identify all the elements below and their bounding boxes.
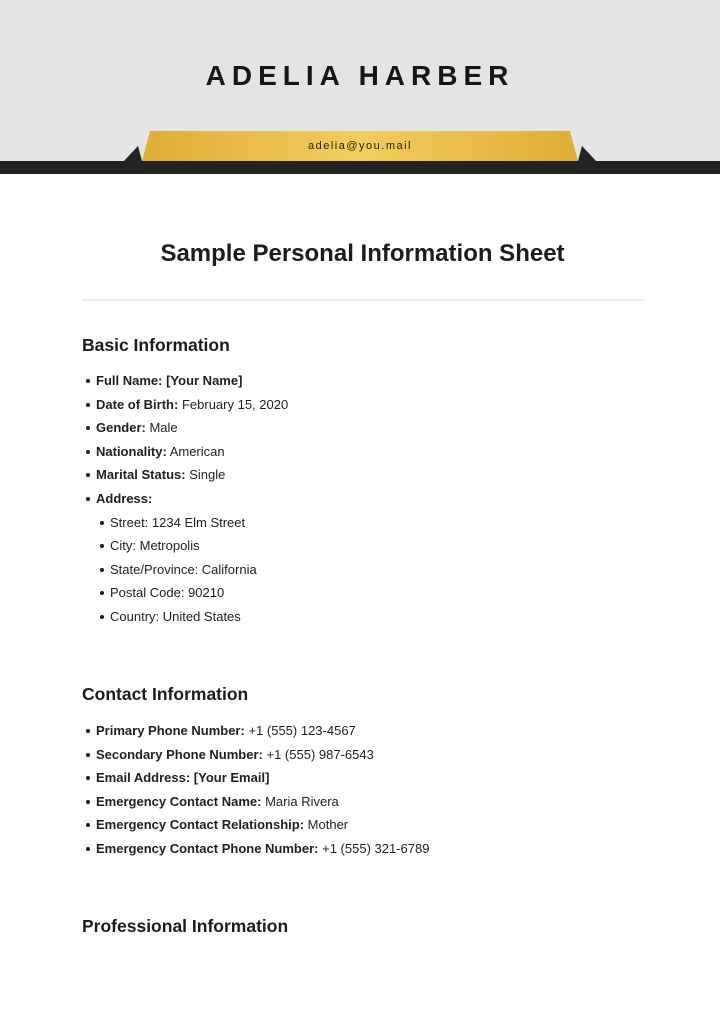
value: +1 (555) 987-6543 <box>266 746 374 762</box>
value: +1 (555) 321-6789 <box>322 840 430 856</box>
value: +1 (555) 123-4567 <box>248 723 356 738</box>
value: [Your Email] <box>193 770 270 786</box>
list-item-postal-code: Postal Code: 90210 <box>82 581 288 605</box>
label: Nationality: <box>96 443 167 459</box>
list-item-state: State/Province: California <box>82 558 288 582</box>
ribbon-fold-left <box>124 146 142 161</box>
label: Emergency Contact Relationship: <box>96 817 305 833</box>
basic-info-list <box>82 369 288 629</box>
list-item-city: City: Metropolis <box>82 534 288 558</box>
label: Email Address: <box>96 770 191 786</box>
section-heading-professional: Professional Information <box>82 916 289 936</box>
list-item-dob <box>82 393 288 417</box>
list-item-primary-phone <box>82 719 429 743</box>
value: Single <box>189 467 226 483</box>
value: February 15, 2020 <box>181 396 289 412</box>
label: Primary Phone Number: <box>96 723 245 738</box>
section-heading-basic: Basic Information <box>82 335 230 355</box>
list-item-street: Street: 1234 Elm Street <box>82 511 288 535</box>
label: Address: <box>96 490 153 506</box>
value: [Your Name] <box>166 373 243 388</box>
list-item-country: Country: United States <box>82 605 288 629</box>
list-item-marital-status <box>82 463 288 487</box>
list-item-email <box>82 766 429 790</box>
list-item-emergency-phone <box>82 837 429 861</box>
list-item-gender <box>82 416 288 440</box>
contact-info-list <box>82 719 429 861</box>
list-item-emergency-relationship <box>82 813 429 837</box>
list-item-nationality <box>82 440 288 464</box>
value: American <box>169 443 225 459</box>
list-item-secondary-phone <box>82 743 429 767</box>
label: Full Name: <box>96 373 163 388</box>
label: Emergency Contact Phone Number: <box>96 840 319 856</box>
label: Emergency Contact Name: <box>96 793 262 809</box>
list-item-emergency-name <box>82 790 429 814</box>
label: Date of Birth: <box>96 396 179 412</box>
ribbon-fold-right <box>578 146 596 161</box>
label: Marital Status: <box>96 467 186 483</box>
section-heading-contact: Contact Information <box>82 684 249 704</box>
label: Secondary Phone Number: <box>96 746 263 762</box>
list-item-full-name <box>82 369 288 393</box>
title-divider <box>82 299 644 301</box>
value: Mother <box>307 817 349 833</box>
label: Gender: <box>96 420 146 436</box>
page-title: Sample Personal Information Sheet <box>160 240 565 267</box>
list-item-address <box>82 487 288 511</box>
email-badge: adelia@you.mail <box>308 140 412 152</box>
person-name: ADELIA HARBER <box>205 60 515 91</box>
value: Maria Rivera <box>265 793 339 809</box>
value: Male <box>149 420 178 436</box>
